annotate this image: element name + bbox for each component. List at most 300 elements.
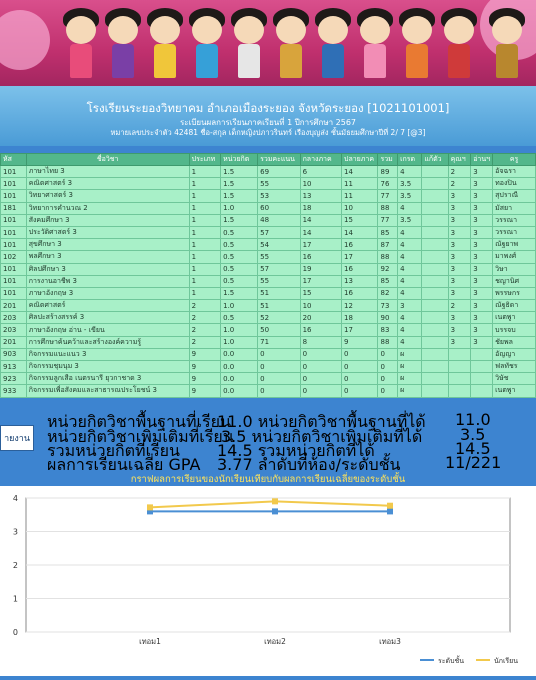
table-cell: 2	[189, 300, 221, 312]
table-cell: 101	[1, 275, 27, 287]
doll-figure	[184, 6, 230, 84]
table-cell: 101	[1, 178, 27, 190]
column-header: ชื่อวิชา	[26, 154, 189, 166]
table-cell: 1.5	[221, 287, 258, 299]
table-cell: 0.5	[221, 263, 258, 275]
table-cell: 17	[342, 251, 378, 263]
table-cell	[422, 239, 448, 251]
table-cell: 4	[398, 251, 422, 263]
table-cell: 1.0	[221, 336, 258, 348]
data-point	[147, 504, 153, 510]
chart-panel	[0, 486, 536, 676]
table-cell: 3	[448, 287, 471, 299]
table-cell: 203	[1, 312, 27, 324]
table-cell: คณิตศาสตร์	[26, 300, 189, 312]
table-cell: ภาษาอังกฤษ 3	[26, 287, 189, 299]
table-cell: 0	[342, 348, 378, 360]
table-cell: 17	[300, 239, 341, 251]
table-cell: 101	[1, 214, 27, 226]
table-row	[1, 263, 536, 275]
table-cell: 0.5	[221, 251, 258, 263]
gpa-line-chart	[0, 486, 536, 676]
data-point	[387, 503, 393, 509]
table-cell: 16	[300, 324, 341, 336]
table-cell: 3	[448, 275, 471, 287]
table-cell: 3	[448, 214, 471, 226]
table-cell: 0.0	[221, 385, 258, 397]
table-cell: 13	[300, 190, 341, 202]
table-cell	[422, 324, 448, 336]
table-cell: 0	[258, 385, 300, 397]
table-cell: 0	[258, 373, 300, 385]
table-cell: 76	[378, 178, 398, 190]
table-cell: 1	[189, 263, 221, 275]
table-cell: 3	[448, 263, 471, 275]
table-cell: 51	[258, 287, 300, 299]
column-header: ประเภท	[189, 154, 221, 166]
table-row	[1, 275, 536, 287]
table-cell: 3	[471, 214, 493, 226]
table-cell: 9	[342, 336, 378, 348]
table-cell: 0	[378, 385, 398, 397]
table-cell: 201	[1, 300, 27, 312]
table-cell: 903	[1, 348, 27, 360]
table-row	[1, 312, 536, 324]
summary-value: 11.0	[455, 410, 491, 429]
table-cell	[448, 361, 471, 373]
column-header: รวม	[378, 154, 398, 166]
table-cell: 0.5	[221, 239, 258, 251]
table-cell: ชัยพล	[493, 336, 536, 348]
table-row	[1, 287, 536, 299]
semester-line: ระเบียนผลการเรียนภาคเรียนที่ 1 ปีการศึกษา 2567	[179, 118, 357, 127]
school-name: โรงเรียนระยองวิทยาคม อำเภอเมืองระยอง จังหวัดระยอง [1021101001]	[86, 101, 450, 115]
table-cell: 16	[300, 251, 341, 263]
table-cell: 3	[471, 239, 493, 251]
table-cell: 88	[378, 202, 398, 214]
table-cell: 101	[1, 226, 27, 238]
summary-value: 14.5	[455, 439, 491, 458]
table-cell: 3.5	[398, 214, 422, 226]
table-cell: 1.0	[221, 324, 258, 336]
table-cell: 4	[398, 239, 422, 251]
table-cell: สังคมศึกษา 3	[26, 214, 189, 226]
table-cell: 1	[189, 251, 221, 263]
summary-label: หน่วยกิตวิชาพื้นฐานที่เรียน	[47, 412, 231, 431]
summary-value: 3.5	[460, 425, 486, 444]
table-cell: 0	[300, 348, 341, 360]
table-cell: 54	[258, 239, 300, 251]
table-cell: 83	[378, 324, 398, 336]
table-cell: 11	[342, 190, 378, 202]
table-cell: 9	[189, 385, 221, 397]
table-cell: 50	[258, 324, 300, 336]
table-cell: 2	[448, 166, 471, 178]
table-cell: 71	[258, 336, 300, 348]
table-cell: 2	[448, 178, 471, 190]
table-cell: 3	[471, 275, 493, 287]
table-cell: 1	[189, 214, 221, 226]
table-cell: วิทยาศาสตร์ 3	[26, 190, 189, 202]
table-cell: 18	[300, 202, 341, 214]
table-cell: 17	[342, 324, 378, 336]
doll-figure	[100, 6, 146, 84]
table-cell: 14	[342, 166, 378, 178]
table-cell: 0	[378, 361, 398, 373]
table-cell	[422, 287, 448, 299]
header-banner	[0, 0, 536, 86]
table-cell: 923	[1, 373, 27, 385]
table-cell: 0	[342, 361, 378, 373]
table-cell: เนตพูา	[493, 385, 536, 397]
table-cell: อัญญา	[493, 348, 536, 360]
table-cell: 89	[378, 166, 398, 178]
table-cell: 4	[398, 263, 422, 275]
table-cell	[422, 178, 448, 190]
table-cell: 1.0	[221, 300, 258, 312]
table-cell: 6	[300, 166, 341, 178]
table-cell: 88	[378, 251, 398, 263]
table-cell	[422, 251, 448, 263]
table-cell: 3	[471, 336, 493, 348]
report-button[interactable]: ายงาน	[0, 425, 34, 451]
table-cell: 0	[378, 348, 398, 360]
table-cell: 4	[398, 166, 422, 178]
column-header: รวมคะแนน	[258, 154, 300, 166]
table-cell: ประวัติศาสตร์ 3	[26, 226, 189, 238]
table-cell	[422, 361, 448, 373]
table-cell: 0	[342, 385, 378, 397]
table-row	[1, 190, 536, 202]
table-row	[1, 348, 536, 360]
table-cell: 3	[448, 251, 471, 263]
table-cell: 14	[300, 226, 341, 238]
table-cell: 92	[378, 263, 398, 275]
table-cell: 1	[189, 287, 221, 299]
table-cell: 3	[448, 226, 471, 238]
summary-row	[47, 453, 527, 474]
table-cell	[422, 275, 448, 287]
table-row	[1, 226, 536, 238]
table-cell: ทองปิน	[493, 178, 536, 190]
table-cell: 1	[189, 202, 221, 214]
table-cell	[422, 166, 448, 178]
y-tick-label: 2	[12, 561, 18, 570]
table-cell: 0.0	[221, 361, 258, 373]
table-row	[1, 373, 536, 385]
table-cell: 3	[471, 251, 493, 263]
summary-row	[47, 425, 527, 446]
table-cell	[448, 348, 471, 360]
table-cell: วรรณา	[493, 214, 536, 226]
table-cell: 69	[258, 166, 300, 178]
table-cell: 0	[378, 373, 398, 385]
table-cell: 101	[1, 190, 27, 202]
x-tick-label: เทอม1	[139, 637, 161, 646]
table-cell: 2	[189, 324, 221, 336]
table-row	[1, 385, 536, 397]
summary-label: รวมหน่วยกิตที่เรียน	[47, 441, 180, 460]
table-cell	[471, 373, 493, 385]
table-row	[1, 166, 536, 178]
x-tick-label: เทอม2	[264, 637, 286, 646]
table-row	[1, 214, 536, 226]
student-line: หมายเลขประจำตัว 42481 ชื่อ-สกุล เด็กหญิงปภาวรินทร์ เรืองบุญส่ง ชั้นมัธยมศึกษาปีที่ 2/ 7 [@3]	[110, 128, 426, 137]
table-cell: 1.5	[221, 190, 258, 202]
table-cell: 1	[189, 166, 221, 178]
table-cell: 90	[378, 312, 398, 324]
table-cell: 0	[258, 361, 300, 373]
table-cell	[471, 361, 493, 373]
doll-figure	[394, 6, 440, 84]
table-cell: 10	[300, 178, 341, 190]
table-cell: ผ	[398, 385, 422, 397]
table-cell: 9	[189, 361, 221, 373]
grades-body	[1, 166, 536, 398]
table-cell: 3	[448, 324, 471, 336]
doll-figure	[142, 6, 188, 84]
table-cell: การศึกษาค้นคว้าและสร้างองค์ความรู้	[26, 336, 189, 348]
table-cell: กิจกรรมลูกเสือ เนตรนารี ยุวกาชาด 3	[26, 373, 189, 385]
summary-label: ผลการเรียนเฉลี่ย GPA	[47, 455, 201, 474]
table-cell: 88	[378, 336, 398, 348]
column-header: หน่วยกิต	[221, 154, 258, 166]
table-cell: 14	[300, 214, 341, 226]
table-row	[1, 324, 536, 336]
table-cell: 77	[378, 214, 398, 226]
table-cell	[422, 263, 448, 275]
table-cell: 0	[300, 385, 341, 397]
table-cell: 48	[258, 214, 300, 226]
table-cell: 101	[1, 239, 27, 251]
table-cell: 8	[300, 336, 341, 348]
table-cell: กิจกรรมเพื่อสังคมและสาธารณประโยชน์ 3	[26, 385, 189, 397]
table-cell: ศิลปะสร้างสรรค์ 3	[26, 312, 189, 324]
table-cell: 2	[189, 312, 221, 324]
table-cell	[422, 312, 448, 324]
table-cell	[448, 385, 471, 397]
doll-figure	[310, 6, 356, 84]
table-cell: ชญานิศ	[493, 275, 536, 287]
table-cell: 87	[378, 239, 398, 251]
table-cell	[422, 336, 448, 348]
summary-middle: 3.77 ลำดับที่ห้อง/ระดับชั้น	[217, 455, 401, 474]
table-cell: กิจกรรมชุมนุม 3	[26, 361, 189, 373]
table-cell: 19	[300, 263, 341, 275]
table-cell: 201	[1, 336, 27, 348]
data-point	[272, 508, 278, 514]
table-cell: 0	[300, 361, 341, 373]
summary-row	[47, 410, 527, 431]
table-cell: 4	[398, 287, 422, 299]
chart-title: กราฟผลการเรียนของนักเรียนเทียบกับผลการเรียนเฉลี่ยของระดับชั้น	[130, 474, 406, 485]
table-cell: บรรจบ	[493, 324, 536, 336]
table-cell: 10	[342, 202, 378, 214]
column-header: อ่านฯ	[471, 154, 493, 166]
table-cell: 9	[189, 348, 221, 360]
table-cell: 3	[471, 190, 493, 202]
table-cell: ฟลทัชร	[493, 361, 536, 373]
table-cell: มาพงศ์	[493, 251, 536, 263]
table-cell: 3	[471, 312, 493, 324]
summary-middle: 11.0 หน่วยกิตวิชาพื้นฐานที่ได้	[217, 412, 426, 431]
y-tick-label: 0	[12, 628, 18, 637]
doll-figure	[484, 6, 530, 84]
table-cell: 12	[342, 300, 378, 312]
table-cell: 0.0	[221, 373, 258, 385]
table-cell: 3	[471, 287, 493, 299]
table-cell: 51	[258, 300, 300, 312]
legend-label: นักเรียน	[494, 657, 519, 665]
table-cell: 3	[398, 300, 422, 312]
table-row	[1, 251, 536, 263]
table-cell: 101	[1, 166, 27, 178]
table-cell: 55	[258, 275, 300, 287]
table-cell	[471, 348, 493, 360]
x-tick-label: เทอม3	[379, 637, 401, 646]
column-header: ครู	[493, 154, 536, 166]
table-cell: 0.5	[221, 226, 258, 238]
column-header: แก้ตัว	[422, 154, 448, 166]
table-cell	[422, 348, 448, 360]
table-cell: วรรณา	[493, 226, 536, 238]
table-cell: 3	[471, 166, 493, 178]
table-cell: 53	[258, 190, 300, 202]
table-cell: 3	[471, 202, 493, 214]
table-cell: 18	[342, 312, 378, 324]
table-cell: วิทยาการคำนวณ 2	[26, 202, 189, 214]
table-cell	[422, 202, 448, 214]
table-cell: 101	[1, 263, 27, 275]
table-row	[1, 178, 536, 190]
table-cell: 3.5	[398, 190, 422, 202]
table-row	[1, 239, 536, 251]
table-cell: ภาษาอังกฤษ อ่าน - เขียน	[26, 324, 189, 336]
table-cell: 3	[471, 178, 493, 190]
column-header: กลางภาค	[300, 154, 341, 166]
table-cell: 2	[189, 336, 221, 348]
table-cell: 9	[189, 373, 221, 385]
table-row	[1, 361, 536, 373]
table-cell: กิจกรรมแนะแนว 3	[26, 348, 189, 360]
table-cell: 3	[448, 202, 471, 214]
doll-figure	[436, 6, 482, 84]
table-cell: สุขศึกษา 3	[26, 239, 189, 251]
table-cell: 4	[398, 202, 422, 214]
table-cell: 3	[448, 336, 471, 348]
grades-table	[0, 153, 536, 398]
table-cell: 4	[398, 312, 422, 324]
table-cell: 3	[448, 190, 471, 202]
table-cell: 2	[448, 300, 471, 312]
table-cell: พรรษกร	[493, 287, 536, 299]
summary-middle: 14.5 รวมหน่วยกิตที่ได้	[217, 441, 375, 460]
summary-label: หน่วยกิตวิชาเพิ่มเติมที่เรียน	[47, 427, 234, 446]
table-cell: 102	[1, 251, 27, 263]
table-cell	[471, 385, 493, 397]
doll-figure	[226, 6, 272, 84]
table-cell: คณิตศาสตร์ 3	[26, 178, 189, 190]
legend-label: ระดับชั้น	[438, 657, 465, 665]
table-cell: ภาษาไทย 3	[26, 166, 189, 178]
table-cell: วิษัช	[493, 373, 536, 385]
table-cell: 73	[378, 300, 398, 312]
table-cell: 1	[189, 190, 221, 202]
table-cell: ผ	[398, 373, 422, 385]
table-cell: 77	[378, 190, 398, 202]
table-cell: 15	[342, 214, 378, 226]
table-header-row	[1, 154, 536, 166]
table-cell: 0	[300, 373, 341, 385]
table-cell: สุปราณี	[493, 190, 536, 202]
table-cell: 3	[471, 324, 493, 336]
table-cell: 15	[300, 287, 341, 299]
column-header: ปลายภาค	[342, 154, 378, 166]
table-cell: การงานอาชีพ 3	[26, 275, 189, 287]
flower-decoration	[0, 10, 50, 70]
doll-figure	[352, 6, 398, 84]
table-cell: 17	[300, 275, 341, 287]
table-cell: 57	[258, 263, 300, 275]
table-cell: ณัฐธิดา	[493, 300, 536, 312]
table-cell: 1.0	[221, 202, 258, 214]
table-cell: 0.0	[221, 348, 258, 360]
table-cell: 4	[398, 336, 422, 348]
table-cell: 82	[378, 287, 398, 299]
table-row	[1, 300, 536, 312]
table-cell: 60	[258, 202, 300, 214]
summary-row	[47, 439, 527, 460]
table-cell: อัจฉรา	[493, 166, 536, 178]
table-cell: 1.5	[221, 214, 258, 226]
table-cell: 181	[1, 202, 27, 214]
table-cell: 4	[398, 226, 422, 238]
table-cell: ผ	[398, 361, 422, 373]
table-row	[1, 202, 536, 214]
table-cell: 85	[378, 226, 398, 238]
table-cell: 55	[258, 251, 300, 263]
table-cell: 85	[378, 275, 398, 287]
table-cell: 10	[300, 300, 341, 312]
table-cell: 3.5	[398, 178, 422, 190]
table-cell: ณัฐยาพ	[493, 239, 536, 251]
data-point	[387, 508, 393, 514]
table-cell	[448, 373, 471, 385]
y-tick-label: 3	[12, 527, 18, 537]
table-cell	[422, 214, 448, 226]
table-cell: ศิลปศึกษา 3	[26, 263, 189, 275]
table-cell: 55	[258, 178, 300, 190]
table-cell: 203	[1, 324, 27, 336]
table-cell: 933	[1, 385, 27, 397]
table-cell: 913	[1, 361, 27, 373]
table-cell: 0.5	[221, 275, 258, 287]
column-header: คุณฯ	[448, 154, 471, 166]
table-cell: 11	[342, 178, 378, 190]
table-cell: มัสยา	[493, 202, 536, 214]
summary-middle: 3.5 หน่วยกิตวิชาเพิ่มเติมที่ได้	[221, 427, 423, 446]
data-point	[272, 498, 278, 504]
table-cell: 16	[342, 239, 378, 251]
table-cell: 3	[448, 239, 471, 251]
table-cell	[422, 190, 448, 202]
table-cell	[422, 385, 448, 397]
doll-figure	[268, 6, 314, 84]
table-cell: 3	[471, 263, 493, 275]
table-cell: 3	[448, 312, 471, 324]
table-cell: 101	[1, 287, 27, 299]
table-cell: 4	[398, 275, 422, 287]
